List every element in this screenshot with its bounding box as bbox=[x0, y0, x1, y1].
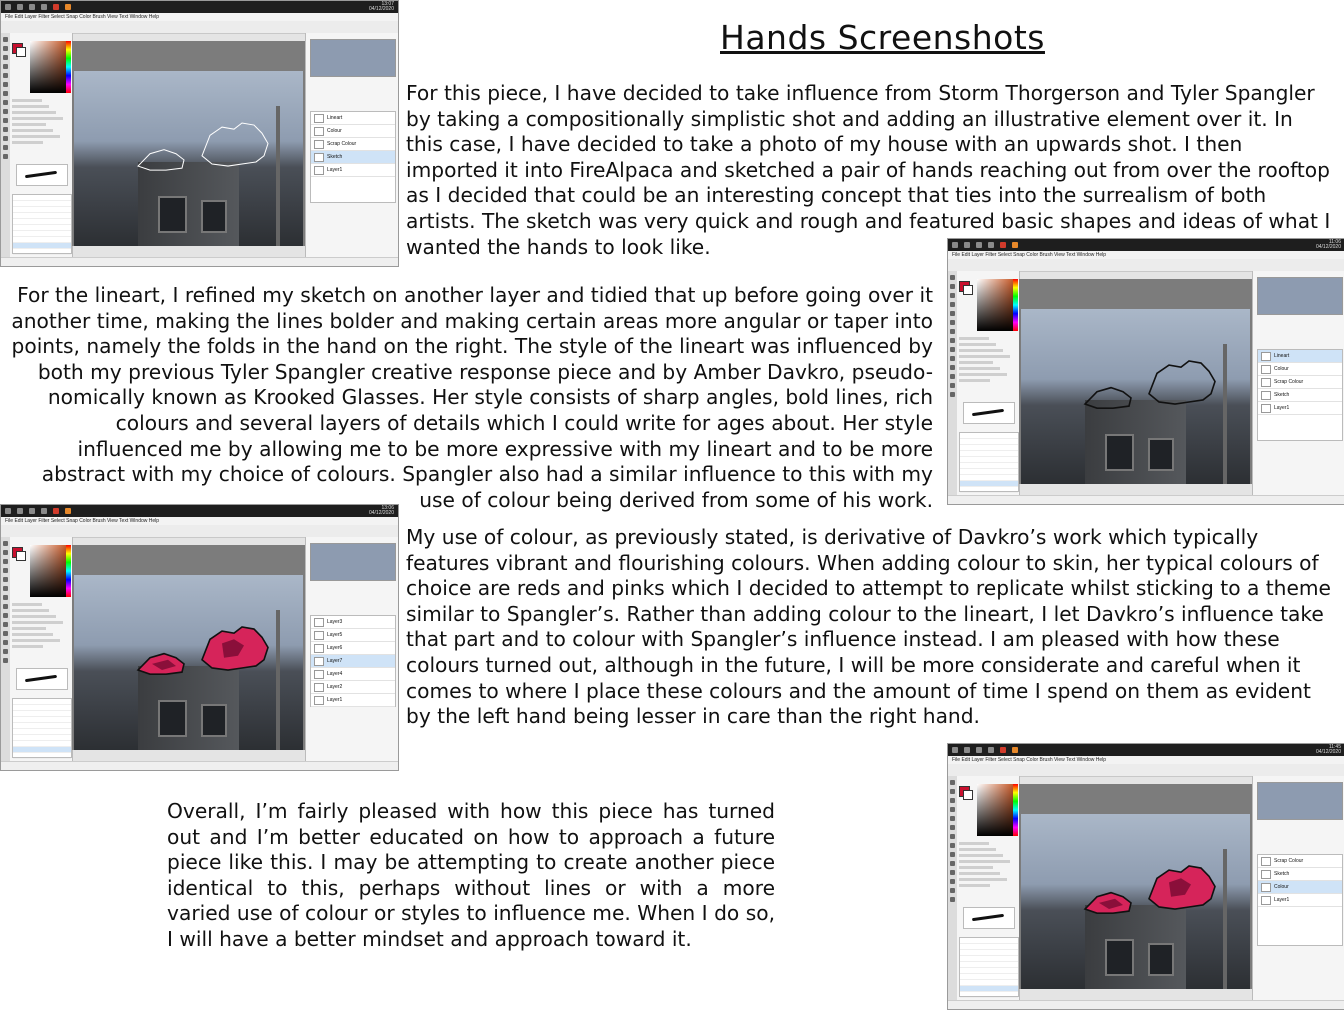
brush-setting-row bbox=[959, 349, 1003, 352]
brush-setting-row bbox=[12, 99, 42, 102]
tool-icon bbox=[950, 897, 955, 902]
layer-row bbox=[1258, 868, 1342, 881]
tool-icon bbox=[950, 293, 955, 298]
layer-list bbox=[1257, 349, 1343, 441]
search-icon bbox=[17, 4, 23, 10]
search-icon bbox=[964, 242, 970, 248]
tool-icon bbox=[3, 568, 8, 573]
layer-thumb bbox=[1261, 404, 1271, 413]
paragraph-lineart: For the lineart, I refined my sketch on another layer and tidied that up before going over it another time, making the lines bolder and making certain areas more angular or taper into points, namely the folds in the hand on the right. The style of the lineart was influenced by both my previous Tyler Spangler creative response piece and by Amber Davkro, pseudo-nomically known as Krooked Glasses. Her style consists of sharp angles, bold lines, rich colours and several layers of details which I could write for ages about. Her style influenced me by allowing me to be more expressive with my lineart and to be more abstract with my choice of colours. Spangler also had a similar influence to this with my use of colour being derived from some of his work. bbox=[11, 283, 933, 512]
brush-list-item bbox=[960, 992, 1018, 998]
brush-list bbox=[12, 194, 72, 254]
tool-icon bbox=[950, 807, 955, 812]
tool-icon bbox=[3, 154, 8, 159]
tool-icon bbox=[3, 109, 8, 114]
left-panel bbox=[957, 271, 1020, 496]
color-picker bbox=[30, 545, 70, 597]
tool-icon bbox=[950, 861, 955, 866]
brush-setting-row bbox=[959, 854, 1003, 857]
brush-setting-row bbox=[959, 884, 990, 887]
tool-icon bbox=[3, 82, 8, 87]
browser-icon bbox=[988, 747, 994, 753]
tool-icon bbox=[3, 541, 8, 546]
color-picker bbox=[977, 279, 1017, 331]
color-picker bbox=[30, 41, 70, 93]
layer-thumb bbox=[314, 140, 324, 149]
left-hand bbox=[1085, 388, 1131, 409]
firealpaca-icon bbox=[65, 508, 71, 514]
tool-icon bbox=[950, 374, 955, 379]
tool-icon bbox=[3, 136, 8, 141]
taskbar-clock: 13:07 04/12/2020 bbox=[368, 1, 394, 12]
layer-row bbox=[311, 616, 395, 629]
tool-icon bbox=[3, 649, 8, 654]
left-panel bbox=[957, 776, 1020, 1001]
tool-strip bbox=[948, 776, 957, 1001]
tool-icon bbox=[3, 613, 8, 618]
brush-setting-row bbox=[959, 373, 1007, 376]
task-view-icon bbox=[29, 508, 35, 514]
layer-name: Scrap Colour bbox=[327, 141, 357, 147]
layer-name: Layer3 bbox=[327, 619, 343, 625]
brush-setting-row bbox=[12, 633, 53, 636]
navigator-thumbnail bbox=[1257, 782, 1343, 820]
tool-icon bbox=[3, 559, 8, 564]
status-bar bbox=[948, 495, 1344, 504]
tool-icon bbox=[950, 843, 955, 848]
layer-thumb bbox=[1261, 352, 1271, 361]
brush-setting-row bbox=[12, 141, 43, 144]
tool-icon bbox=[950, 365, 955, 370]
brush-setting-row bbox=[12, 609, 49, 612]
layer-name: Layer6 bbox=[327, 645, 343, 651]
start-icon bbox=[952, 242, 958, 248]
layer-thumb bbox=[1261, 870, 1271, 879]
tool-icon bbox=[950, 302, 955, 307]
tool-icon bbox=[3, 46, 8, 51]
tool-icon bbox=[3, 622, 8, 627]
layer-name: Layer1 bbox=[327, 167, 343, 173]
layer-thumb bbox=[314, 153, 324, 162]
start-icon bbox=[5, 4, 11, 10]
brush-setting-row bbox=[959, 848, 996, 851]
layer-name: Lineart bbox=[1274, 353, 1290, 359]
layer-row bbox=[1258, 402, 1342, 415]
paragraph-colour: My use of colour, as previously stated, is derivative of Davkro’s work which typically features vibrant and flourishing colours. When adding colour to skin, her typical colours of choice are reds and pinks which I decided to attempt to replicate whilst sticking to a theme similar to Spangler’s. Rather than adding colour to the lineart, I let Davkro’s influence take that part and to colour with Spangler’s influence instead. I am pleased with how these colours turned out, although in the future, I will be more considerate and careful when it comes to where I place these colours and the amount of time I spend on them as evident by the left hand being lesser in care than the right hand. bbox=[406, 525, 1331, 729]
layer-name: Layer1 bbox=[1274, 405, 1290, 411]
brush-setting-row bbox=[959, 361, 993, 364]
brush-list bbox=[959, 937, 1019, 997]
layer-thumb bbox=[314, 618, 324, 627]
brush-setting-row bbox=[959, 860, 1010, 863]
search-icon bbox=[17, 508, 23, 514]
brush-setting-row bbox=[12, 645, 43, 648]
hands-drawing bbox=[1019, 784, 1252, 989]
layer-thumb bbox=[1261, 391, 1271, 400]
right-panel bbox=[305, 33, 398, 258]
layer-thumb bbox=[314, 683, 324, 692]
tool-icon bbox=[950, 383, 955, 388]
layer-name: Layer4 bbox=[327, 671, 343, 677]
screenshot-colour bbox=[0, 504, 399, 771]
layer-thumb bbox=[314, 631, 324, 640]
tool-icon bbox=[3, 595, 8, 600]
navigator-thumbnail bbox=[310, 543, 396, 581]
brush-list bbox=[959, 432, 1019, 492]
app-menubar: File Edit Layer Filter Select Snap Color Brush View Text Window Help bbox=[948, 756, 1344, 764]
layer-name: Layer7 bbox=[327, 658, 343, 664]
layer-name: Sketch bbox=[1274, 392, 1290, 398]
left-panel bbox=[10, 33, 73, 258]
tool-icon bbox=[950, 879, 955, 884]
tool-icon bbox=[3, 658, 8, 663]
tool-icon bbox=[950, 798, 955, 803]
layer-row bbox=[311, 138, 395, 151]
layer-name: Sketch bbox=[327, 154, 343, 160]
windows-taskbar bbox=[1, 1, 398, 13]
brush-list-item bbox=[13, 249, 71, 255]
layer-row bbox=[311, 112, 395, 125]
layer-row bbox=[1258, 389, 1342, 402]
brush-setting-row bbox=[959, 355, 1010, 358]
screenshot-sketch bbox=[0, 0, 399, 267]
hue-slider bbox=[1013, 784, 1018, 836]
layer-row bbox=[1258, 363, 1342, 376]
brush-list-item bbox=[960, 487, 1018, 493]
tool-icon bbox=[950, 329, 955, 334]
tool-icon bbox=[950, 888, 955, 893]
tool-icon bbox=[950, 816, 955, 821]
layer-row bbox=[311, 151, 395, 164]
tool-icon bbox=[3, 631, 8, 636]
task-view-icon bbox=[976, 242, 982, 248]
paragraph-sketch: For this piece, I have decided to take influence from Storm Thorgerson and Tyler Spangler by taking a compositionally simplistic shot and adding an illustrative element over it. In this case, I have decided to take a photo of my house with an upwards shot. I then imported it into FireAlpaca and sketched a pair of hands reaching out from over the rooftop as I decided that could be an interesting concept that ties into the surrealism of both artists. The sketch was very quick and rough and featured basic shapes and ideas of what I wanted the hands to look like. bbox=[406, 81, 1331, 259]
brush-preview bbox=[963, 907, 1015, 929]
browser-icon bbox=[41, 508, 47, 514]
brush-setting-row bbox=[12, 639, 60, 642]
layer-name: Layer5 bbox=[327, 632, 343, 638]
layer-name: Colour bbox=[1274, 884, 1289, 890]
brush-setting-row bbox=[959, 842, 989, 845]
hands-drawing bbox=[72, 545, 305, 750]
layer-thumb bbox=[314, 114, 324, 123]
layer-thumb bbox=[314, 644, 324, 653]
canvas-area bbox=[1019, 784, 1252, 989]
brush-list bbox=[12, 698, 72, 758]
app-menubar: File Edit Layer Filter Select Snap Color Brush View Text Window Help bbox=[1, 13, 398, 21]
search-icon bbox=[964, 747, 970, 753]
firealpaca-icon bbox=[1012, 242, 1018, 248]
brush-list-item bbox=[13, 753, 71, 759]
tool-icon bbox=[950, 320, 955, 325]
tool-icon bbox=[3, 604, 8, 609]
status-bar bbox=[1, 257, 398, 266]
layer-thumb bbox=[1261, 857, 1271, 866]
layer-row bbox=[1258, 855, 1342, 868]
tool-icon bbox=[3, 91, 8, 96]
tool-icon bbox=[3, 127, 8, 132]
brush-setting-row bbox=[12, 615, 56, 618]
secondary-color-swatch bbox=[963, 790, 973, 800]
brush-setting-row bbox=[959, 367, 1000, 370]
layer-thumb bbox=[314, 696, 324, 705]
layer-row bbox=[311, 629, 395, 642]
layer-name: Colour bbox=[327, 128, 342, 134]
tool-icon bbox=[3, 550, 8, 555]
tool-icon bbox=[950, 338, 955, 343]
brush-preview bbox=[16, 668, 68, 690]
layer-row bbox=[311, 681, 395, 694]
tool-icon bbox=[3, 640, 8, 645]
layer-list bbox=[310, 111, 396, 203]
layer-name: Scrap Colour bbox=[1274, 379, 1304, 385]
tool-icon bbox=[3, 73, 8, 78]
layer-thumb bbox=[314, 166, 324, 175]
layer-thumb bbox=[1261, 378, 1271, 387]
secondary-color-swatch bbox=[16, 551, 26, 561]
tool-icon bbox=[950, 789, 955, 794]
brush-setting-row bbox=[959, 379, 990, 382]
tool-icon bbox=[3, 577, 8, 582]
color-picker bbox=[977, 784, 1017, 836]
brush-setting-row bbox=[12, 105, 49, 108]
firealpaca-icon bbox=[1012, 747, 1018, 753]
app-menubar: File Edit Layer Filter Select Snap Color Brush View Text Window Help bbox=[1, 517, 398, 525]
tool-icon bbox=[950, 392, 955, 397]
layer-thumb bbox=[1261, 896, 1271, 905]
layer-row bbox=[311, 164, 395, 177]
right-panel bbox=[1252, 271, 1344, 496]
firealpaca-icon bbox=[65, 4, 71, 10]
layer-row bbox=[311, 642, 395, 655]
canvas-area bbox=[72, 545, 305, 750]
task-view-icon bbox=[29, 4, 35, 10]
hands-drawing bbox=[1019, 279, 1252, 484]
brush-setting-row bbox=[12, 135, 60, 138]
status-bar bbox=[1, 761, 398, 770]
taskbar-clock: 11:06 04/12/2020 bbox=[1315, 239, 1341, 250]
layer-name: Layer1 bbox=[1274, 897, 1290, 903]
brush-preview bbox=[16, 164, 68, 186]
layer-list bbox=[310, 615, 396, 707]
brush-setting-row bbox=[12, 111, 56, 114]
right-hand bbox=[1149, 361, 1215, 404]
secondary-color-swatch bbox=[963, 285, 973, 295]
brush-setting-row bbox=[12, 621, 63, 624]
brush-preview bbox=[963, 402, 1015, 424]
layer-row bbox=[1258, 881, 1342, 894]
navigator-thumbnail bbox=[1257, 277, 1343, 315]
start-icon bbox=[952, 747, 958, 753]
brush-setting-row bbox=[12, 129, 53, 132]
secondary-color-swatch bbox=[16, 47, 26, 57]
layer-name: Sketch bbox=[1274, 871, 1290, 877]
tool-icon bbox=[3, 55, 8, 60]
tool-icon bbox=[3, 64, 8, 69]
layer-row bbox=[311, 655, 395, 668]
layer-row bbox=[311, 694, 395, 707]
opera-icon bbox=[53, 508, 59, 514]
layer-list bbox=[1257, 854, 1343, 946]
layer-thumb bbox=[314, 127, 324, 136]
tool-strip bbox=[1, 33, 10, 258]
hands-drawing bbox=[72, 41, 305, 246]
navigator-thumbnail bbox=[310, 39, 396, 77]
start-icon bbox=[5, 508, 11, 514]
windows-taskbar bbox=[948, 239, 1344, 251]
windows-taskbar bbox=[948, 744, 1344, 756]
brush-setting-row bbox=[959, 878, 1007, 881]
brush-setting-row bbox=[959, 337, 989, 340]
hue-slider bbox=[66, 41, 71, 93]
windows-taskbar bbox=[1, 505, 398, 517]
tool-icon bbox=[950, 347, 955, 352]
paragraph-conclusion: Overall, I’m fairly pleased with how this piece has turned out and I’m better educated on how to approach a future piece like this. I may be attempting to create another piece identical to this, perhaps without lines or with a more varied use of colour or styles to influence me. When I do so, I will have a better mindset and approach toward it. bbox=[167, 799, 775, 951]
layer-thumb bbox=[314, 657, 324, 666]
tool-icon bbox=[950, 834, 955, 839]
right-panel bbox=[305, 537, 398, 762]
layer-name: Colour bbox=[1274, 366, 1289, 372]
left-panel bbox=[10, 537, 73, 762]
canvas-area bbox=[72, 41, 305, 246]
brush-setting-row bbox=[12, 117, 63, 120]
layer-name: Lineart bbox=[327, 115, 343, 121]
tool-icon bbox=[950, 284, 955, 289]
right-panel bbox=[1252, 776, 1344, 1001]
brush-setting-row bbox=[959, 343, 996, 346]
layer-row bbox=[1258, 376, 1342, 389]
tool-icon bbox=[3, 37, 8, 42]
brush-setting-row bbox=[12, 627, 46, 630]
tool-icon bbox=[950, 825, 955, 830]
screenshot-lineart bbox=[947, 238, 1344, 505]
layer-thumb bbox=[1261, 883, 1271, 892]
hue-slider bbox=[1013, 279, 1018, 331]
screenshot-final bbox=[947, 743, 1344, 1010]
browser-icon bbox=[988, 242, 994, 248]
layer-thumb bbox=[314, 670, 324, 679]
brush-setting-row bbox=[959, 866, 993, 869]
task-view-icon bbox=[976, 747, 982, 753]
layer-row bbox=[1258, 350, 1342, 363]
tool-icon bbox=[3, 586, 8, 591]
tool-icon bbox=[950, 852, 955, 857]
brush-setting-row bbox=[959, 872, 1000, 875]
tool-icon bbox=[950, 870, 955, 875]
tool-icon bbox=[950, 356, 955, 361]
opera-icon bbox=[53, 4, 59, 10]
app-menubar: File Edit Layer Filter Select Snap Color Brush View Text Window Help bbox=[948, 251, 1344, 259]
tool-icon bbox=[3, 118, 8, 123]
right-hand bbox=[202, 123, 268, 166]
layer-name: Layer2 bbox=[327, 684, 343, 690]
browser-icon bbox=[41, 4, 47, 10]
layer-name: Scrap Colour bbox=[1274, 858, 1304, 864]
layer-row bbox=[311, 125, 395, 138]
taskbar-clock: 13:06 04/12/2020 bbox=[368, 505, 394, 516]
layer-name: Layer1 bbox=[327, 697, 343, 703]
tool-strip bbox=[948, 271, 957, 496]
taskbar-clock: 11:45 04/12/2020 bbox=[1315, 744, 1341, 755]
tool-icon bbox=[950, 275, 955, 280]
brush-setting-row bbox=[12, 123, 46, 126]
tool-icon bbox=[3, 145, 8, 150]
tool-strip bbox=[1, 537, 10, 762]
tool-icon bbox=[950, 311, 955, 316]
left-hand bbox=[138, 150, 184, 171]
hue-slider bbox=[66, 545, 71, 597]
page-title: Hands Screenshots bbox=[720, 18, 1045, 57]
layer-thumb bbox=[1261, 365, 1271, 374]
tool-icon bbox=[950, 780, 955, 785]
brush-setting-row bbox=[12, 603, 42, 606]
canvas-area bbox=[1019, 279, 1252, 484]
opera-icon bbox=[1000, 242, 1006, 248]
layer-row bbox=[311, 668, 395, 681]
tool-icon bbox=[3, 100, 8, 105]
layer-row bbox=[1258, 894, 1342, 907]
opera-icon bbox=[1000, 747, 1006, 753]
